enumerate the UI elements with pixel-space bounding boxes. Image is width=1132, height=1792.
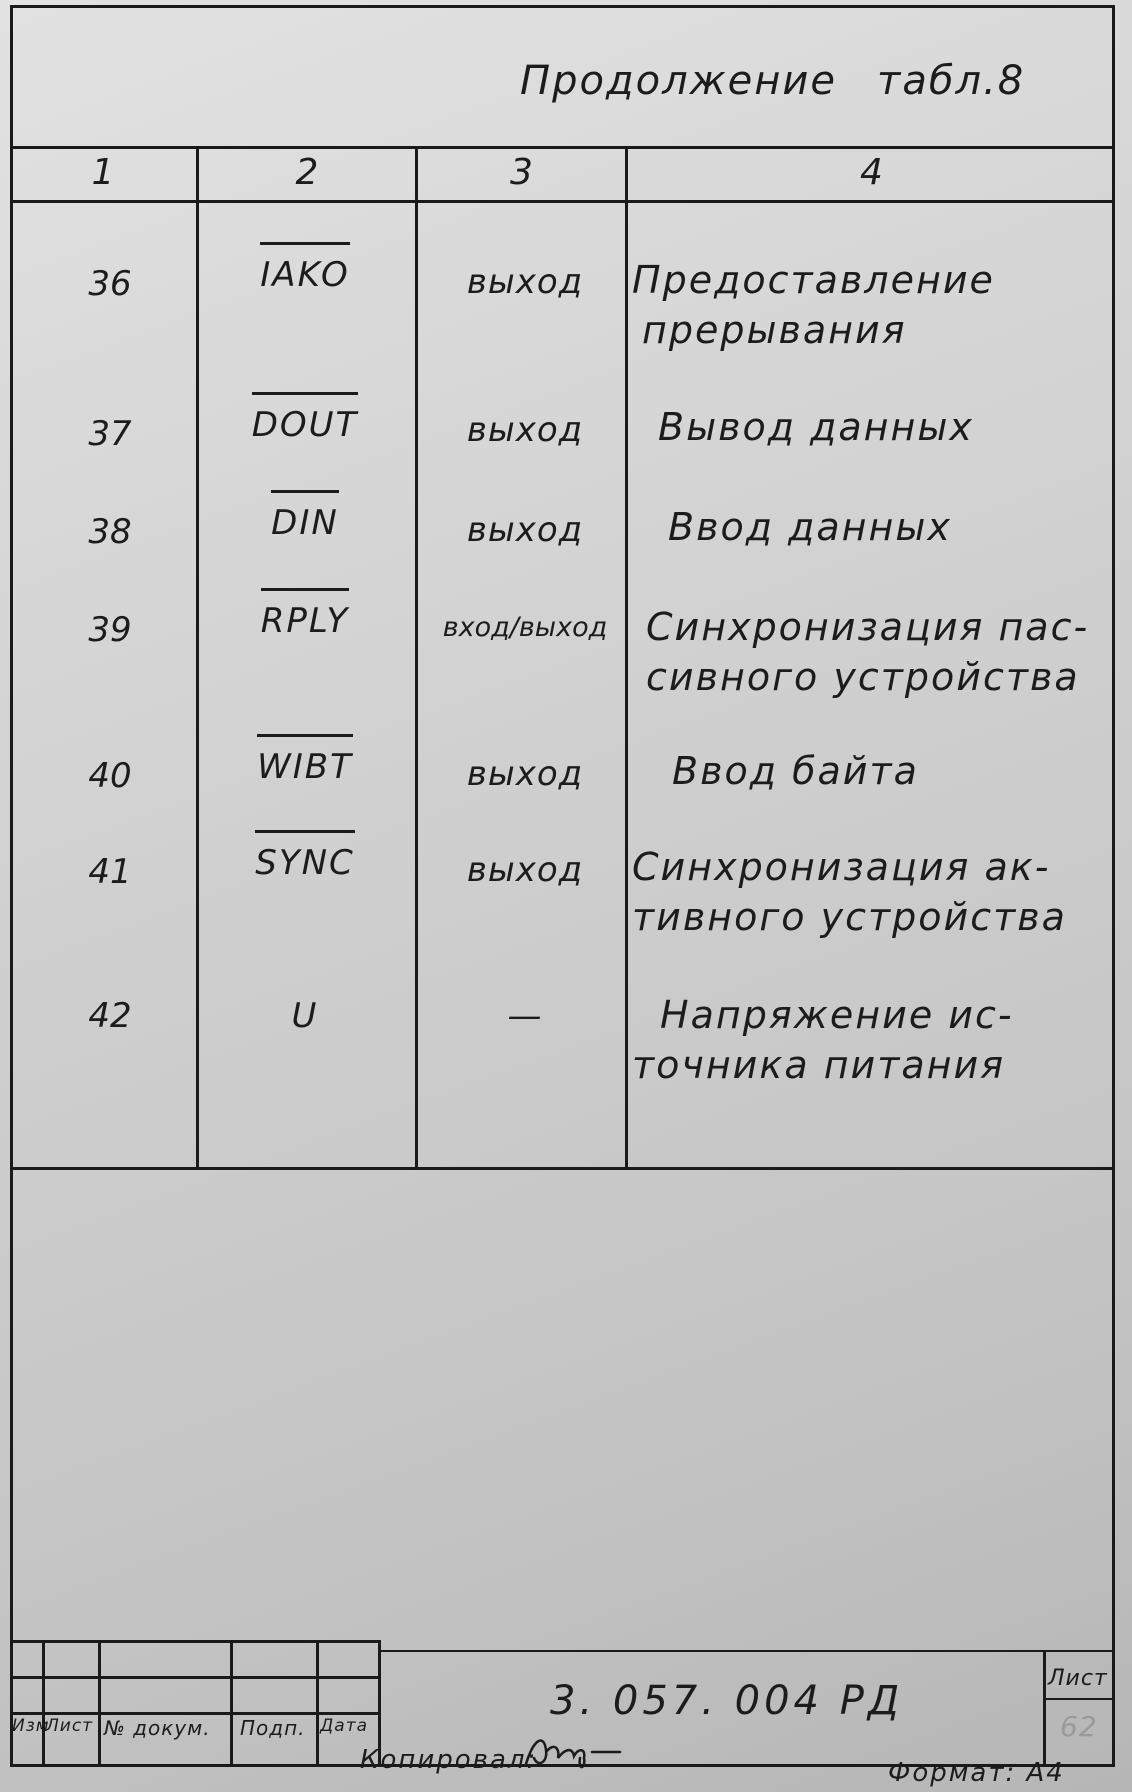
description-line: Ввод байта [672, 749, 919, 793]
row-40-number: 40 [88, 756, 132, 796]
description-line: сивного устройства [646, 655, 1080, 699]
table-caption [520, 58, 1025, 104]
title-block-rule-1 [10, 1640, 380, 1643]
row-38-description [632, 502, 1132, 552]
document-number: 3. 057. 004 РД [550, 1678, 904, 1724]
copyist-signature [520, 1728, 640, 1774]
column-header-2: 2 [295, 152, 319, 193]
title-block-col-1 [42, 1640, 45, 1765]
tb-label-date: Дата [320, 1716, 369, 1736]
signal-name: IAKO [260, 242, 349, 295]
description-line: Вывод данных [658, 405, 974, 449]
column-divider-2 [415, 146, 418, 1170]
column-header-4: 4 [860, 152, 883, 193]
row-37-direction: выход [466, 410, 584, 450]
row-42-direction: — [507, 996, 543, 1036]
row-42-signal: U [291, 996, 319, 1036]
row-39-description [632, 602, 1126, 702]
row-38-signal [200, 490, 410, 543]
row-37-number: 37 [88, 414, 132, 454]
row-39-direction: вход/выход [442, 612, 608, 643]
title-block-rule-2 [10, 1676, 380, 1679]
description-line: точника питания [632, 1043, 1006, 1087]
row-40-direction: выход [466, 754, 584, 794]
tb-label-doc-number: № докум. [104, 1716, 211, 1740]
title-block-col-4 [316, 1640, 319, 1765]
signal-name: WIBT [257, 734, 353, 787]
description-line: Напряжение ис- [660, 993, 1014, 1037]
description-line: Ввод данных [668, 505, 952, 549]
row-39-number: 39 [88, 610, 132, 650]
title-block-sheet-rule [1043, 1698, 1115, 1700]
row-36-signal [200, 242, 410, 295]
row-37-signal [200, 392, 410, 445]
title-block-top-line [380, 1650, 1115, 1652]
row-41-direction: выход [466, 850, 584, 890]
caption-table-ref: табл.8 [877, 58, 1026, 104]
signal-name: RPLY [261, 588, 350, 641]
header-bottom-border [10, 200, 1115, 203]
row-36-description [632, 255, 1112, 355]
row-39-signal [200, 588, 410, 641]
table-top-border [10, 146, 1115, 149]
signal-name: SYNC [255, 830, 355, 883]
table-bottom-border [10, 1167, 1115, 1170]
title-block-sheet-col [1043, 1650, 1046, 1765]
row-37-description [632, 402, 1132, 452]
signal-name: DOUT [252, 392, 359, 445]
description-line: Синхронизация пас- [646, 605, 1090, 649]
row-41-description [632, 842, 1112, 942]
row-41-signal [200, 830, 410, 883]
description-line: тивного устройства [632, 895, 1067, 939]
signal-name: DIN [271, 490, 339, 543]
row-36-number: 36 [88, 264, 132, 304]
tb-label-izm: Изм [12, 1716, 50, 1736]
tb-sheet-label: Лист [1048, 1666, 1108, 1691]
row-40-signal [200, 734, 410, 787]
description-line: прерывания [642, 308, 907, 352]
tb-sheet-number: 62 [1060, 1710, 1098, 1743]
column-header-3: 3 [510, 152, 533, 193]
caption-continuation: Продолжение [520, 58, 838, 104]
tb-label-signature: Подп. [240, 1716, 306, 1740]
row-36-direction: выход [466, 262, 584, 302]
row-38-number: 38 [88, 512, 132, 552]
description-line: Синхронизация ак- [632, 845, 1051, 889]
row-38-direction: выход [466, 510, 584, 550]
column-header-1: 1 [91, 152, 115, 193]
row-42-description [632, 990, 1112, 1090]
title-block-rule-3 [10, 1712, 380, 1715]
title-block-col-2 [98, 1640, 101, 1765]
title-block-col-3 [230, 1640, 233, 1765]
paper-format: Формат: А4 [888, 1758, 1065, 1788]
row-42-number: 42 [88, 996, 132, 1036]
description-line: Предоставление [632, 258, 995, 302]
copied-by-label: Копировал: [360, 1745, 538, 1775]
column-divider-1 [196, 146, 199, 1170]
row-41-number: 41 [88, 852, 132, 892]
row-40-description [632, 746, 1132, 796]
tb-label-list: Лист [46, 1716, 94, 1736]
